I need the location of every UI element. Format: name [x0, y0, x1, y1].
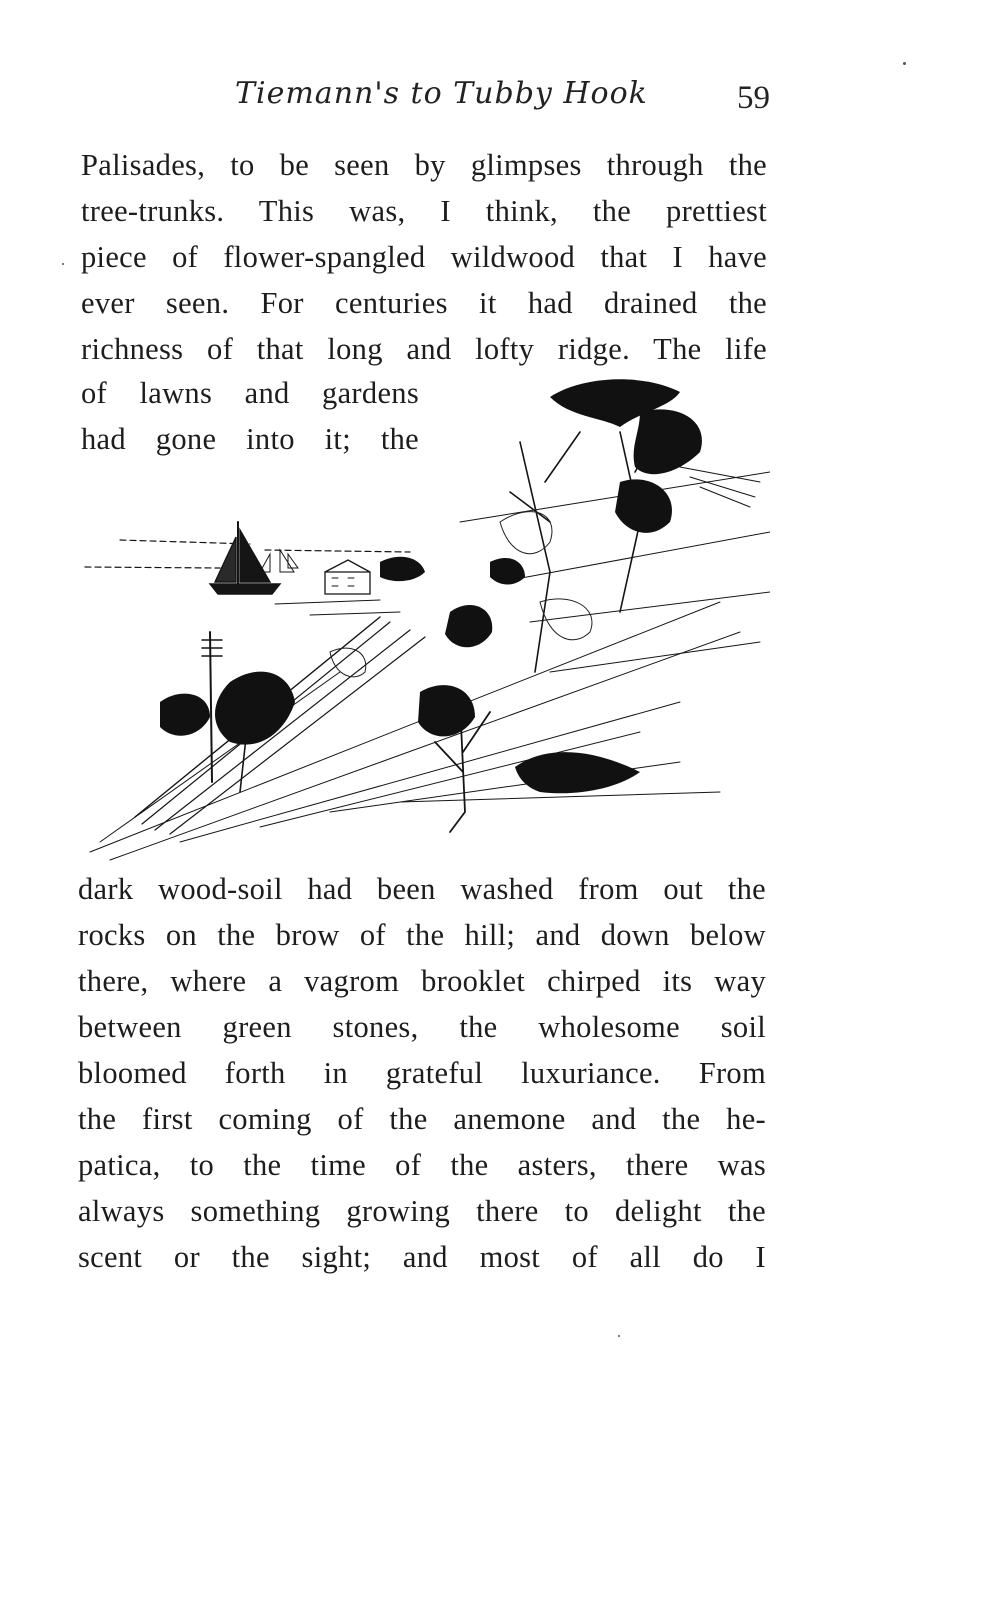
text-line: Palisades, to be seen by glimpses through the [81, 148, 767, 182]
paper-speck [618, 1335, 620, 1337]
text-line: bloomed forth in grateful luxuriance. From [78, 1056, 766, 1090]
text-line: always something growing there to delight the [78, 1194, 766, 1228]
text-line: patica, to the time of the asters, there was [78, 1148, 766, 1182]
paper-speck [62, 263, 64, 265]
text-line: piece of flower-spangled wildwood that I have [81, 240, 767, 274]
text-line: the first coming of the anemone and the he- [78, 1102, 766, 1136]
text-line: between green stones, the wholesome soil [78, 1010, 766, 1044]
text-line: richness of that long and lofty ridge. The life [81, 332, 767, 366]
running-head-title: Tiemann's to Tubby Hook [235, 76, 648, 111]
paper-speck [903, 62, 906, 65]
text-line: scent or the sight; and most of all do I [78, 1240, 766, 1274]
page-number: 59 [737, 80, 770, 116]
text-line: dark wood-soil had been washed from out the [78, 872, 766, 906]
hillside-river-illustration [80, 372, 770, 867]
text-line: of lawns and gardens [81, 376, 419, 410]
text-line: ever seen. For centuries it had drained the [81, 286, 767, 320]
text-line: had gone into it; the [81, 422, 419, 456]
text-line: there, where a vagrom brooklet chirped its way [78, 964, 766, 998]
text-line: tree-trunks. This was, I think, the prettiest [81, 194, 767, 228]
text-line: rocks on the brow of the hill; and down below [78, 918, 766, 952]
